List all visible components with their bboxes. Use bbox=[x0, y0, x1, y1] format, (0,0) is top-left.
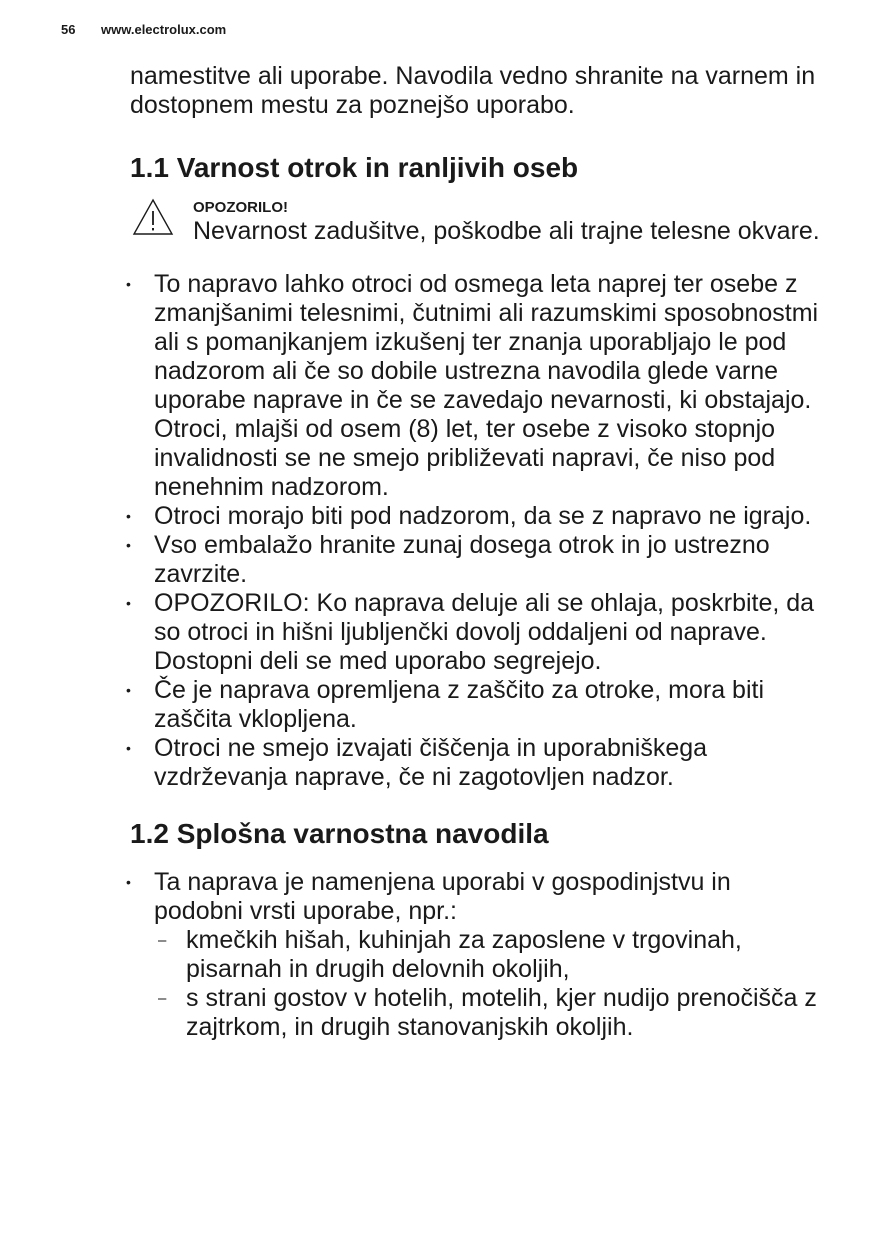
page-number: 56 bbox=[61, 22, 76, 37]
list-item: • Če je naprava opremljena z zaščito za otroke, mora biti zaščita vklopljena. bbox=[130, 676, 820, 734]
sub-list-item: – kmečkih hišah, kuhinjah za zaposlene v trgovinah, pisarnah in drugih delovnih okoljih, bbox=[154, 926, 820, 984]
warning-text: Nevarnost zadušitve, poškodbe ali trajne telesne okvare. bbox=[193, 217, 820, 245]
section-number: 1.1 bbox=[130, 152, 169, 183]
page-content bbox=[130, 62, 820, 1042]
section-number: 1.2 bbox=[130, 818, 169, 849]
list-item: • Vso embalažo hranite zunaj dosega otrok in jo ustrezno zavrzite. bbox=[130, 531, 820, 589]
list-item: • OPOZORILO: Ko naprava deluje ali se ohlaja, poskrbite, da so otroci in hišni ljubljenčki dovolj oddaljeni od naprave. Dostopni deli se med uporabo segrejejo. bbox=[130, 589, 820, 676]
safety-bullet-list bbox=[130, 270, 820, 792]
page-header bbox=[61, 22, 226, 37]
intro-paragraph: namestitve ali uporabe. Navodila vedno shranite na varnem in dostopnem mestu za poznejšo uporabo. bbox=[130, 62, 816, 119]
sub-list-item: – s strani gostov v hotelih, motelih, kjer nudijo prenočišča z zajtrkom, in drugih stanovanjskih okoljih. bbox=[154, 984, 820, 1042]
section-heading-1-2 bbox=[130, 818, 820, 850]
sub-list bbox=[154, 926, 820, 1042]
list-item bbox=[130, 868, 820, 1042]
section-heading-1-1 bbox=[130, 152, 820, 184]
warning-label: OPOZORILO! bbox=[193, 199, 288, 216]
list-item: • Otroci morajo biti pod nadzorom, da se z napravo ne igrajo. bbox=[130, 502, 820, 531]
general-safety-list bbox=[130, 868, 820, 1042]
website-url: www.electrolux.com bbox=[101, 22, 227, 37]
warning-triangle-icon bbox=[132, 198, 174, 236]
list-item: • To napravo lahko otroci od osmega leta naprej ter osebe z zmanjšanimi telesnimi, čutnimi ali razumskimi sposobnostmi ali s pomanjkanjem izkušenj ter znanja uporabljajo le pod nadzorom ali če so dobile ustrezna navodila glede varne uporabe naprave in če se zavedajo nevarnosti, ki obstajajo. Otroci, mlajši od osem (8) let, ter osebe z visoko stopnjo invalidnosti se ne smejo približevati napravi, če niso pod nenehnim nadzorom. bbox=[130, 270, 820, 502]
list-item: • Otroci ne smejo izvajati čiščenja in uporabniškega vzdrževanja naprave, če ni zagotovljen nadzor. bbox=[130, 734, 820, 792]
section-title-text: Varnost otrok in ranljivih oseb bbox=[176, 152, 579, 183]
warning-box bbox=[130, 198, 820, 246]
list-item-text: Ta naprava je namenjena uporabi v gospodinjstvu in podobni vrsti uporabe, npr.: bbox=[154, 868, 731, 925]
section-title-text: Splošna varnostna navodila bbox=[176, 818, 549, 849]
